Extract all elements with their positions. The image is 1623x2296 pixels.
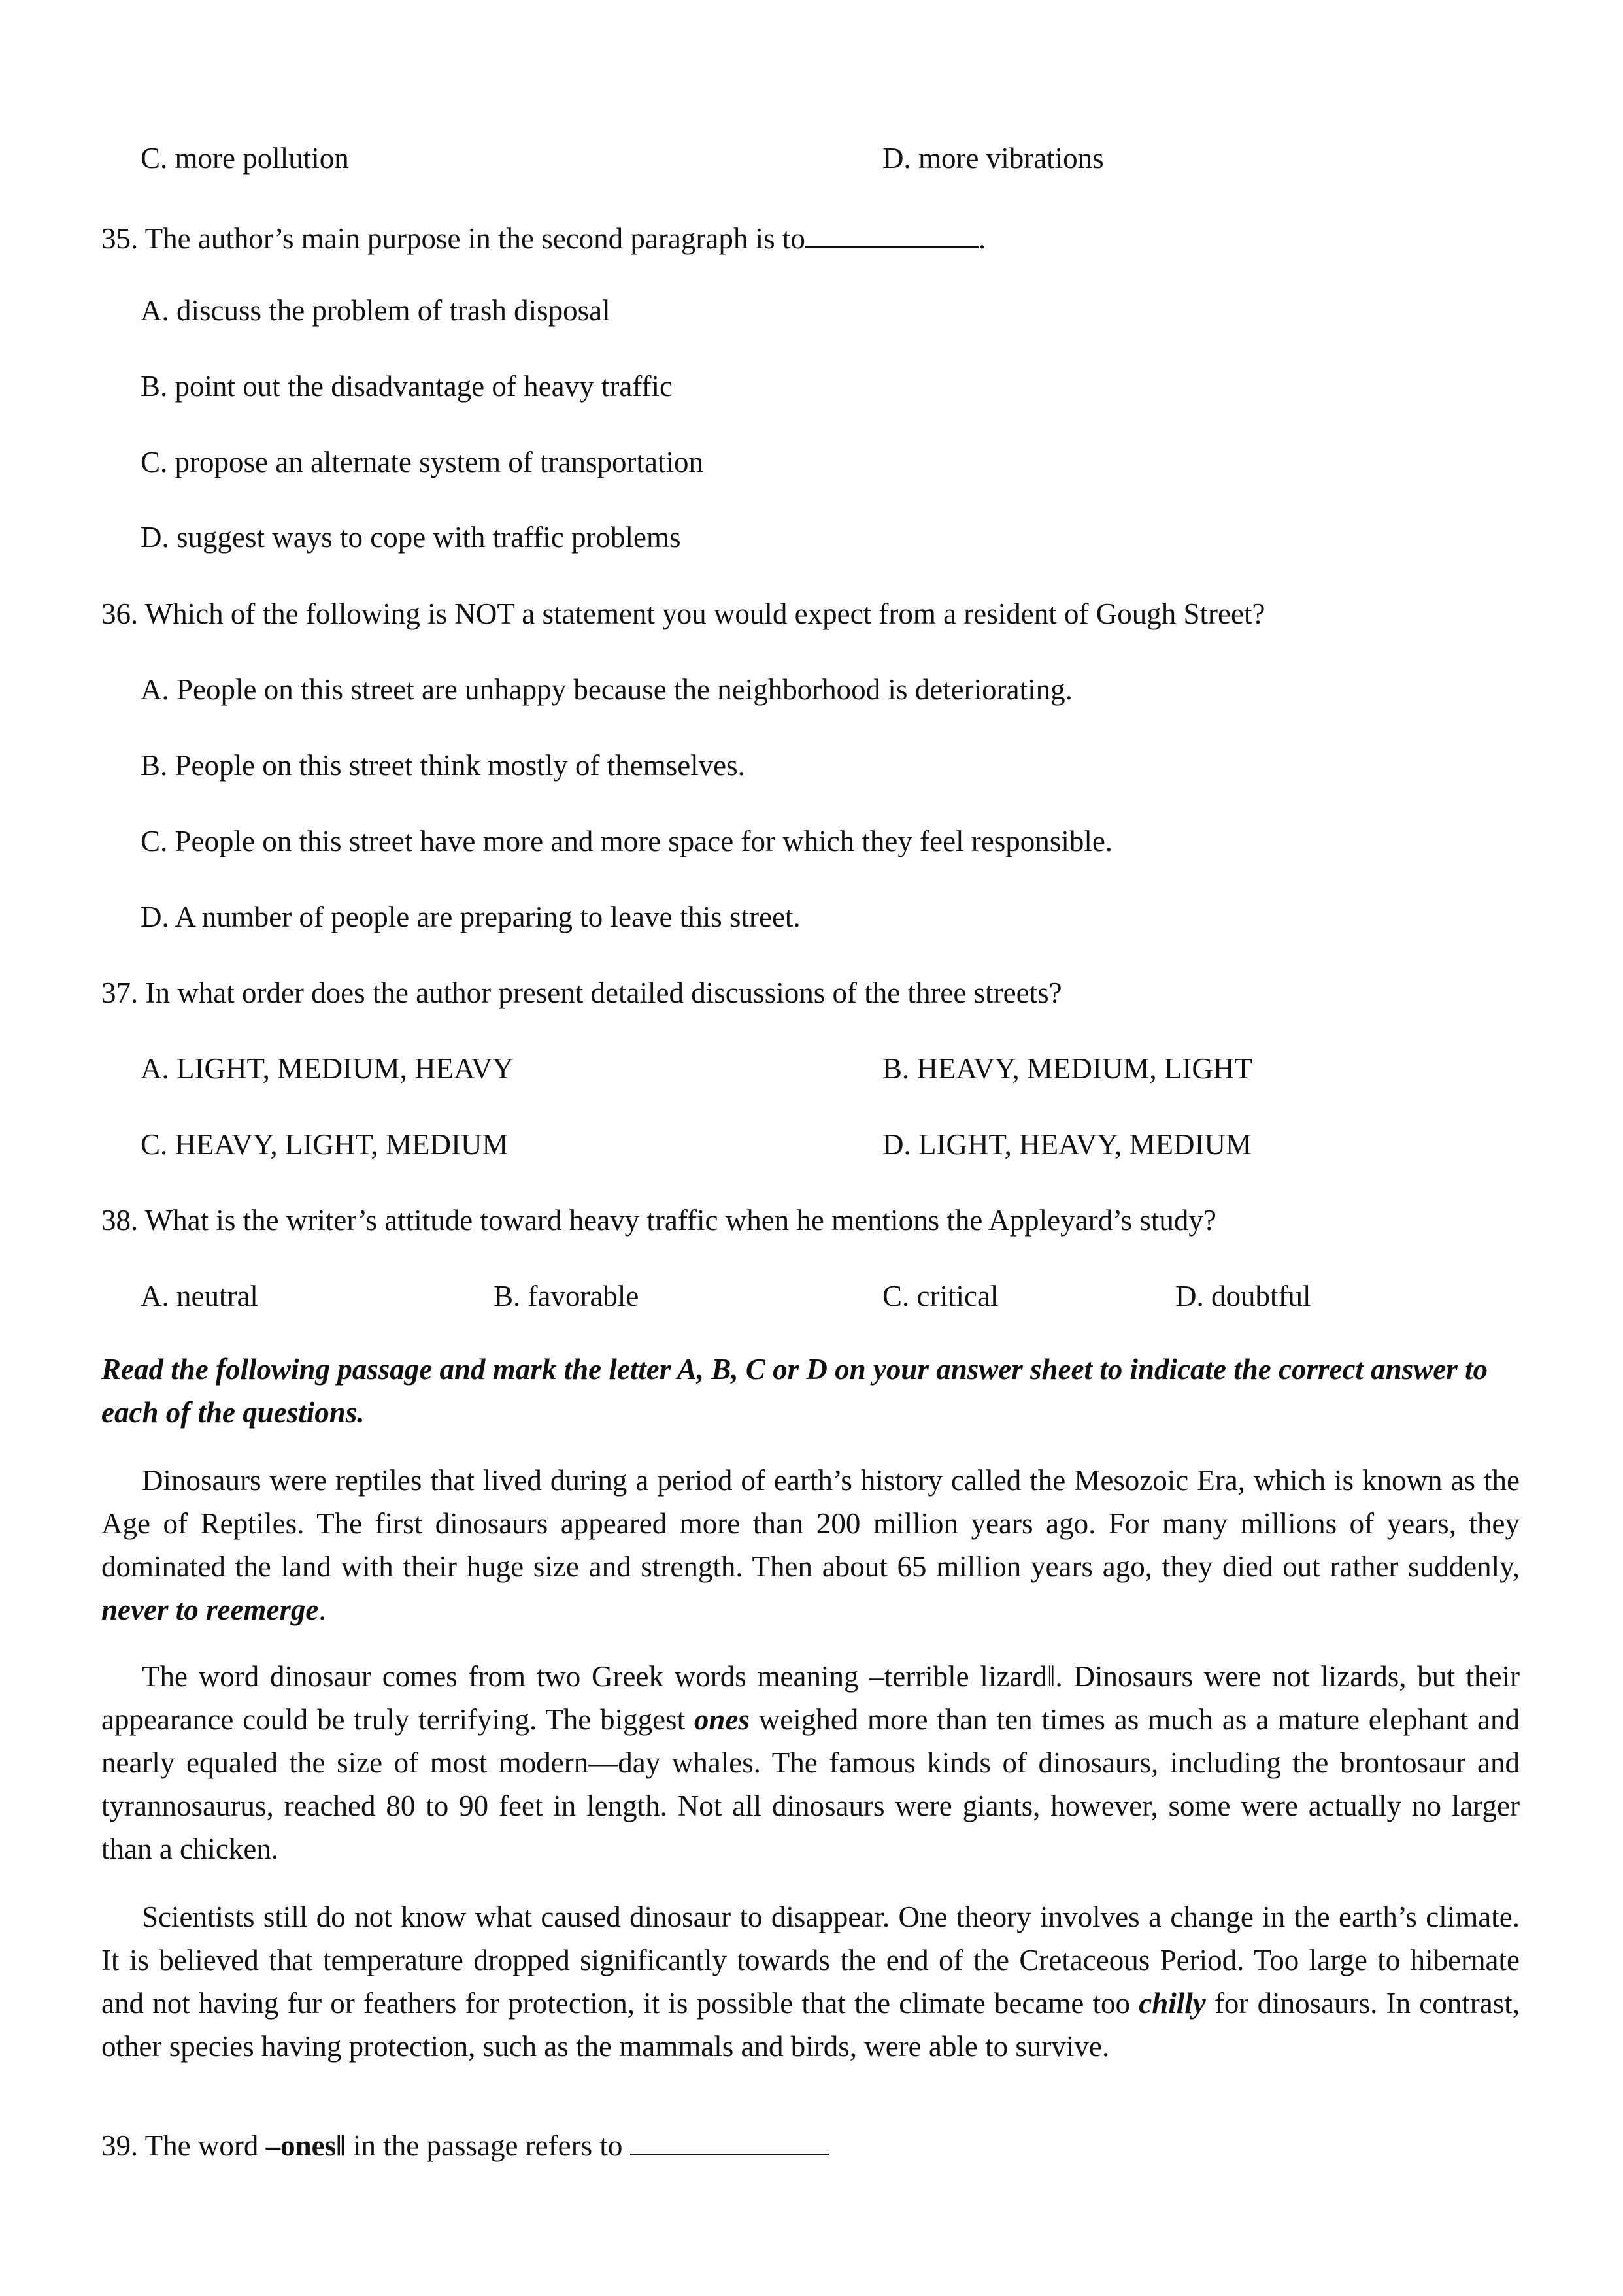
q36-option-d: D. A number of people are preparing to leave this street.: [141, 901, 801, 933]
q35-option-a: A. discuss the problem of trash disposal: [141, 294, 611, 327]
q39-stem: [101, 2127, 829, 2161]
p2-text-b: weighed more than ten times as much as a mature elephant and nearly equaled the size of most modern—day whales. The famous kinds of dinosaurs, including the brontosaur and tyrannosaurus, reached 80 to 90 feet in length. Not all dinosaurs were giants, however, some were actually no larger than a chicken.: [101, 1703, 1520, 1865]
q35-answer-blank: [805, 220, 979, 248]
q38-option-d: D. doubtful: [1175, 1280, 1311, 1312]
p2-text-a: The word dinosaur comes from two Greek words meaning –terrible lizard‖. Dinosaurs were not lizards, but their appearance could be truly terrifying. The biggest: [101, 1660, 1520, 1736]
q34-option-c: C. more pollution: [141, 142, 349, 175]
q36-option-a: A. People on this street are unhappy because the neighborhood is deteriorating.: [141, 673, 1073, 706]
p3-text-a: Scientists still do not know what caused dinosaur to disappear. One theory involves a change in the earth’s climate. It is believed that temperature dropped significantly towards the end of the Cretaceous Period. Too large to hibernate and not having fur or feathers for protection, it is possible that the climate became too: [101, 1901, 1520, 2020]
q38-option-a: A. neutral: [141, 1280, 258, 1312]
passage-paragraph-1: [101, 1459, 1520, 1631]
p1-text: Dinosaurs were reptiles that lived during a period of earth’s history called the Mesozoic Era, which is known as the Age of Reptiles. The first dinosaurs appeared more than 200 million years ago. For many millions of years, they dominated the land with their huge size and strength. Then about 65 million years ago, they died out rather suddenly,: [101, 1464, 1520, 1583]
p2-emphasis: ones: [694, 1703, 750, 1736]
q36-stem: 36. Which of the following is NOT a statement you would expect from a resident of Gough Street?: [101, 597, 1265, 630]
p1-end: .: [318, 1593, 326, 1626]
q37-option-b: B. HEAVY, MEDIUM, LIGHT: [882, 1052, 1252, 1085]
q37-option-a: A. LIGHT, MEDIUM, HEAVY: [141, 1052, 514, 1085]
q34-option-d: D. more vibrations: [882, 142, 1104, 175]
passage-paragraph-3: [101, 1895, 1520, 2068]
q35-stem: [101, 220, 986, 254]
q39-bold-word: –ones‖: [265, 2129, 346, 2162]
q35-option-d: D. suggest ways to cope with traffic problems: [141, 521, 681, 554]
q37-option-c: C. HEAVY, LIGHT, MEDIUM: [141, 1128, 509, 1161]
q37-stem: 37. In what order does the author present detailed discussions of the three streets?: [101, 976, 1062, 1009]
q36-option-c: C. People on this street have more and more space for which they feel responsible.: [141, 825, 1113, 857]
p3-emphasis: chilly: [1139, 1987, 1206, 2020]
p1-emphasis: never to reemerge: [101, 1593, 319, 1626]
q39-prefix: 39. The word: [101, 2129, 266, 2162]
q35-stem-end: .: [978, 222, 986, 255]
passage-paragraph-2: [101, 1655, 1520, 1871]
q38-option-c: C. critical: [882, 1280, 999, 1312]
q35-option-c: C. propose an alternate system of transportation: [141, 446, 704, 478]
q36-option-b: B. People on this street think mostly of themselves.: [141, 749, 745, 782]
q39-answer-blank: [630, 2127, 829, 2155]
q37-option-d: D. LIGHT, HEAVY, MEDIUM: [882, 1128, 1252, 1161]
q35-stem-text: 35. The author’s main purpose in the second paragraph is to: [101, 222, 805, 255]
q38-option-b: B. favorable: [494, 1280, 639, 1312]
p3-text-b: for dinosaurs. In contrast, other species having protection, such as the mammals and birds, were able to survive.: [101, 1987, 1520, 2063]
q35-option-b: B. point out the disadvantage of heavy traffic: [141, 370, 673, 403]
q38-stem: 38. What is the writer’s attitude toward heavy traffic when he mentions the Appleyard’s study?: [101, 1204, 1216, 1237]
q39-suffix: in the passage refers to: [345, 2129, 630, 2162]
section-instruction: Read the following passage and mark the letter A, B, C or D on your answer sheet to indicate the correct answer to each of the questions.: [101, 1353, 1488, 1429]
